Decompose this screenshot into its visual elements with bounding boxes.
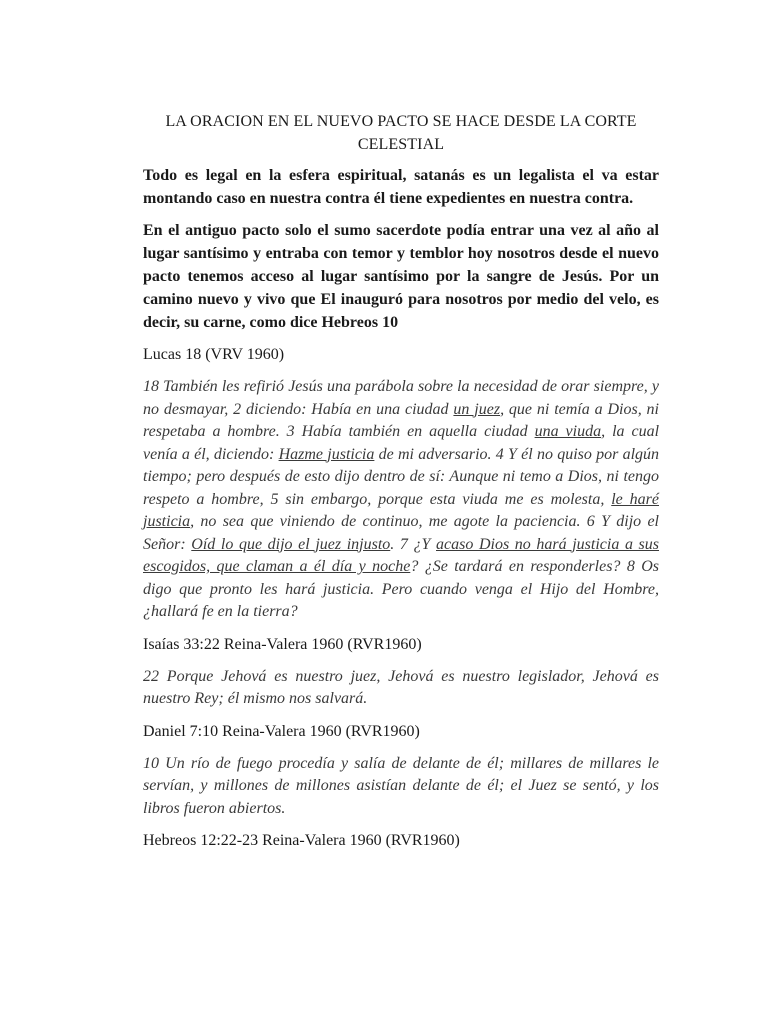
verse-underline: un juez [453, 400, 501, 418]
verse-text: , la cual venía a él, diciendo: [143, 423, 660, 463]
verse-underline: una viuda [534, 423, 602, 440]
verse-daniel: 10 Un río de fuego procedía y salía de delante de él; millares de millares le servían, y millones de millones asistían delante de él; el Juez se sentó, y los libros fueron abiertos. [143, 754, 659, 817]
verse-text: ? ¿Se tardará en responderles? 8 Os digo que pronto les hará justicia. Pero cuando venga el Hijo del Hombre, ¿hallará fe en la tierra? [143, 558, 659, 620]
verse-isaias: 22 Porque Jehová es nuestro juez, Jehová es nuestro legislador, Jehová es nuestro Rey; él mismo nos salvará. [143, 667, 659, 707]
reference-hebreos: Hebreos 12:22-23 Reina-Valera 1960 (RVR1960) [143, 832, 460, 849]
verse-text: , no sea que viniendo de continuo, me agote la paciencia. 6 Y dijo el Señor: [143, 513, 659, 553]
verse-text: de mi adversario. 4 Y él no quiso por algún tiempo; pero después de esto dijo dentro de sí: Aunque ni temo a Dios, ni tengo respeto a hombre, 5 sin embargo, porque esta viuda me es molesta, [143, 445, 660, 508]
verse-text: 18 También les refirió Jesús una parábola sobre la necesidad de orar siempre, y no desmayar, 2 diciendo: Había en una ciudad [143, 378, 659, 418]
page-title: LA ORACION EN EL NUEVO PACTO SE HACE DESDE LA CORTE CELESTIAL [165, 113, 637, 153]
verse-underline: le haré justicia [143, 490, 659, 530]
verse-text: , que ni temía a Dios, ni respetaba a hombre. 3 Había también en aquella ciudad [143, 400, 660, 440]
verse-underline: Hazme justicia [278, 445, 375, 463]
reference-lucas: Lucas 18 (VRV 1960) [143, 346, 285, 363]
reference-daniel: Daniel 7:10 Reina-Valera 1960 (RVR1960) [143, 722, 420, 740]
document-page [143, 110, 659, 862]
verse-lucas [143, 376, 659, 624]
verse-underline: Oíd lo que dijo el juez injusto [191, 535, 391, 553]
intro-paragraph: Todo es legal en la esfera espiritual, satanás es un legalista el va estar montando caso en nuestra contra él tiene expedientes en nuestra contra. [143, 167, 659, 207]
reference-isaias: Isaías 33:22 Reina-Valera 1960 (RVR1960) [143, 635, 422, 653]
verse-text: . 7 ¿Y [390, 535, 436, 553]
covenant-paragraph: En el antiguo pacto solo el sumo sacerdote podía entrar una vez al año al lugar santísimo y entraba con temor y temblor hoy nosotros desde el nuevo pacto tenemos acceso al lugar santísimo por la sangre de Jesús. Por un camino nuevo y vivo que El inauguró para nosotros por medio del velo, es decir, su carne, como dice Hebreos 10 [143, 222, 659, 331]
verse-underline: acaso Dios no hará justicia a sus escogidos, que claman a él día y noche [143, 535, 660, 575]
